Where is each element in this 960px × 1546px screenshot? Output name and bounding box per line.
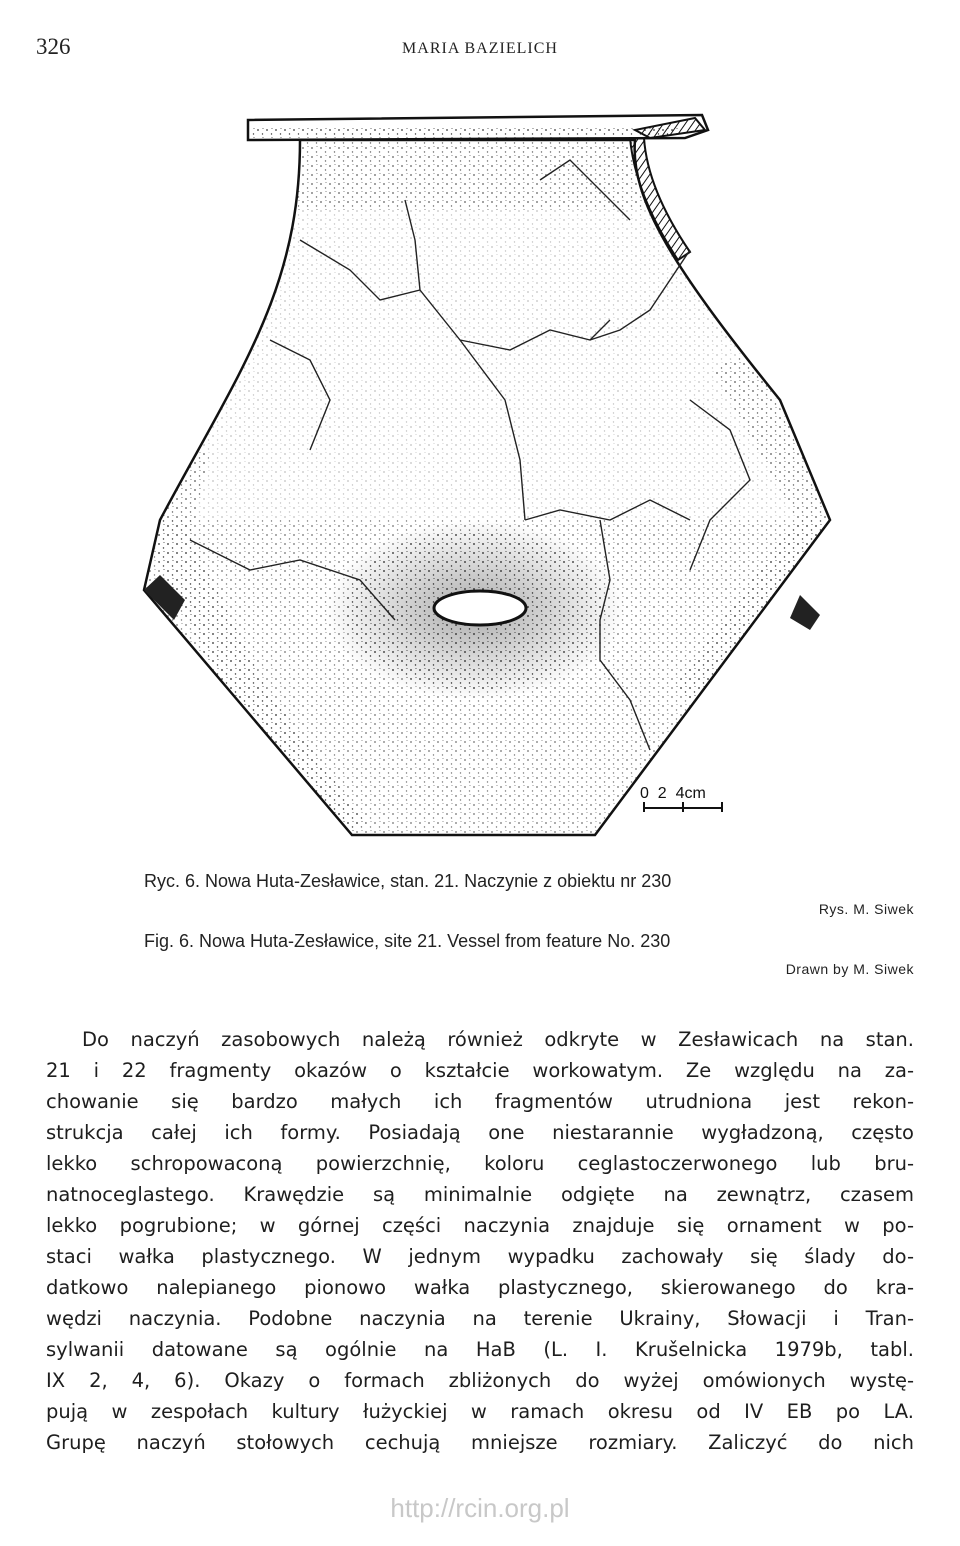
text-line: sylwanii datowane są ogólnie na HaB (L. I. Krušelnicka 1979b, tabl. <box>46 1338 914 1361</box>
credit-polish: Rys. M. Siwek <box>818 901 914 917</box>
scale-bar <box>640 785 722 812</box>
watermark: http://rcin.org.pl <box>390 1493 570 1523</box>
text-line: pują w zespołach kultury łużyckiej w ramach okresu od IV EB po LA. <box>46 1400 914 1423</box>
text-line: datkowo nalepianego pionowo wałka plastycznego, skierowanego do kra- <box>46 1276 914 1299</box>
text-line: natnoceglastego. Krawędzie są minimalnie odgięte na zewnątrz, czasem <box>46 1183 914 1206</box>
caption-english: Fig. 6. Nowa Huta-Zesławice, site 21. Vessel from feature No. 230 <box>144 931 671 951</box>
scale-label: 0 2 4cm <box>640 785 706 802</box>
handle-hole <box>434 591 526 625</box>
text-line: lekko schropowaconą powierzchnię, koloru ceglastoczerwonego lub bru- <box>46 1152 914 1175</box>
body-paragraph <box>46 1024 914 1458</box>
caption-polish: Ryc. 6. Nowa Huta-Zesławice, stan. 21. Naczynie z obiektu nr 230 <box>144 871 672 891</box>
vessel-rim <box>248 115 708 140</box>
text-line: Do naczyń zasobowych należą również odkryte w Zesławicach na stan. <box>82 1028 914 1051</box>
page-number: 326 <box>36 34 71 59</box>
text-line: staci wałka plastycznego. W jednym wypadku zachowały się ślady do- <box>46 1245 914 1268</box>
text-line: lekko pogrubione; w górnej części naczynia znajduje się ornament w po- <box>46 1214 914 1237</box>
text-line: Grupę naczyń stołowych cechują mniejsze rozmiary. Zaliczyć do nich <box>46 1431 914 1454</box>
right-lug <box>790 595 820 630</box>
vessel-figure <box>130 100 850 850</box>
text-line: 21 i 22 fragmenty okazów o kształcie workowatym. Ze względu na za- <box>46 1059 914 1082</box>
vessel-body <box>130 100 850 850</box>
text-line: IX 2, 4, 6). Okazy o formach zbliżonych do wyżej omówionych wystę- <box>46 1369 914 1392</box>
credit-english: Drawn by M. Siwek <box>785 961 914 977</box>
text-line: wędzi naczynia. Podobne naczynia na terenie Ukrainy, Słowacji i Tran- <box>46 1307 914 1330</box>
text-line: strukcja całej ich formy. Posiadają one niestarannie wygładzoną, często <box>46 1121 914 1144</box>
vessel-drawing <box>130 100 850 850</box>
running-head: MARIA BAZIELICH <box>402 40 558 57</box>
text-line: chowanie się bardzo małych ich fragmentów utrudniona jest rekon- <box>46 1090 914 1113</box>
